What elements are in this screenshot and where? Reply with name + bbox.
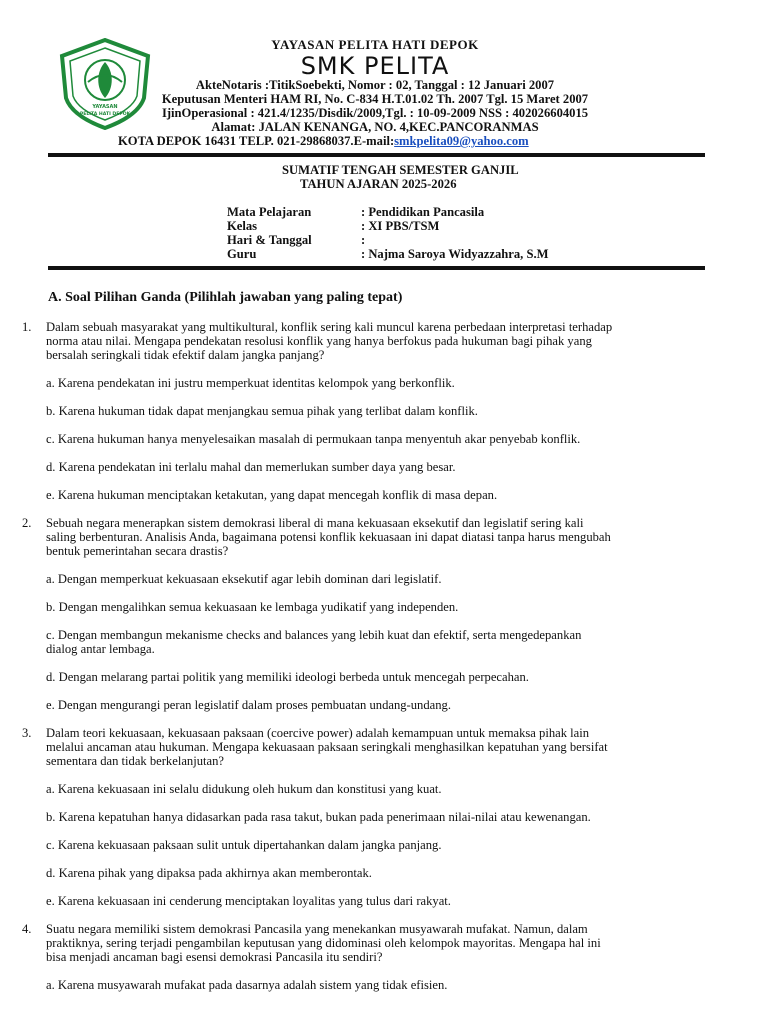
answer-option-line: e. Karena hukuman menciptakan ketakutan, yang dapat mencegah konflik di masa depan.: [46, 488, 498, 502]
operational-permit: IjinOperasional : 421.4/1235/Disdik/2009,Tgl. : 10-09-2009 NSS : 402026604015: [161, 106, 589, 120]
logo-text-top: YAYASAN: [92, 104, 118, 110]
question-text-line: bersalah seringkali tidak efektif dalam jangka panjang?: [46, 348, 325, 362]
answer-option[interactable]: [46, 866, 742, 880]
question-number: 3.: [22, 726, 32, 740]
question-text: [46, 922, 742, 964]
question-text-line: Suatu negara memiliki sistem demokrasi Pancasila yang menekankan musyawarah mufakat. Namun, dalam: [46, 922, 588, 936]
ministry-decree: Keputusan Menteri HAM RI, No. C-834 H.T.01.02 Th. 2007 Tgl. 15 Maret 2007: [161, 92, 589, 106]
info-value: : XI PBS/TSM: [361, 219, 440, 233]
info-row-teacher: [227, 247, 549, 261]
info-row-subject: [227, 205, 549, 219]
answer-option-line: e. Karena kekuasaan ini cenderung menciptakan loyalitas yang tulus dari rakyat.: [46, 894, 451, 908]
info-row-class: [227, 219, 549, 233]
city-phone-line: [118, 134, 529, 149]
answer-option[interactable]: [46, 404, 742, 418]
exam-year: TAHUN AJARAN 2025-2026: [300, 177, 457, 191]
question-1: [22, 320, 742, 502]
question-2: [22, 516, 742, 712]
question-text-line: Dalam teori kekuasaan, kekuasaan paksaan (coercive power) adalah kemampuan untuk memaksa pihak lain: [46, 726, 590, 740]
answer-option[interactable]: [46, 432, 742, 446]
answer-option-line: d. Karena pihak yang dipaksa pada akhirnya akan memberontak.: [46, 866, 372, 880]
city-phone-text: KOTA DEPOK 16431 TELP. 021-29868037.E-mail:: [118, 134, 395, 148]
answer-option-line: c. Karena hukuman hanya menyelesaikan masalah di permukaan tanpa menyentuh akar penyebab konflik.: [46, 432, 581, 446]
answer-option-line: dialog antar lembaga.: [46, 642, 155, 656]
info-label: Guru: [227, 247, 257, 261]
info-label: Mata Pelajaran: [227, 205, 312, 219]
exam-info: [227, 205, 549, 261]
info-row-date: [227, 233, 549, 247]
email-link[interactable]: smkpelita09@yahoo.com: [394, 134, 529, 148]
answer-option[interactable]: [46, 838, 742, 852]
question-text: [46, 516, 742, 558]
answer-option-line: b. Karena hukuman tidak dapat menjangkau semua pihak yang terlibat dalam konflik.: [46, 404, 478, 418]
answer-option-line: e. Dengan mengurangi peran legislatif dalam proses pembuatan undang-undang.: [46, 698, 451, 712]
answer-option-line: a. Dengan memperkuat kekuasaan eksekutif agar lebih dominan dari legislatif.: [46, 572, 442, 586]
question-text-line: praktiknya, sering terjadi pengambilan keputusan yang didominasi oleh kelompok mayoritas. Mengapa hal ini: [46, 936, 601, 950]
answer-option[interactable]: [46, 488, 742, 502]
question-text-line: Sebuah negara menerapkan sistem demokrasi liberal di mana kekuasaan eksekutif dan legislatif sering kali: [46, 516, 584, 530]
answer-option-line: d. Karena pendekatan ini terlalu mahal dan memerlukan sumber daya yang besar.: [46, 460, 456, 474]
school-shield-logo: [58, 38, 152, 130]
question-number: 4.: [22, 922, 32, 936]
logo-text-bottom: PELITA HATI DEPOK: [79, 112, 131, 117]
answer-option[interactable]: [46, 600, 742, 614]
info-value: : Pendidikan Pancasila: [361, 205, 485, 219]
header-divider: [48, 153, 705, 157]
question-text: [46, 320, 742, 362]
answer-option[interactable]: [46, 376, 742, 390]
answer-option[interactable]: [46, 572, 742, 586]
answer-option[interactable]: [46, 810, 742, 824]
address: Alamat: JALAN KENANGA, NO. 4,KEC.PANCORANMAS: [211, 120, 539, 134]
foundation-name: YAYASAN PELITA HATI DEPOK: [271, 37, 479, 52]
question-text-line: melalui ancaman atau hukuman. Mengapa kekuasaan paksaan seringkali menghasilkan kepatuhan yang bersifat: [46, 740, 608, 754]
answer-option-line: a. Karena kekuasaan ini selalu didukung oleh hukum dan konstitusi yang kuat.: [46, 782, 442, 796]
info-value: :: [361, 233, 366, 247]
answer-option[interactable]: [46, 628, 742, 656]
answer-option-line: b. Dengan mengalihkan semua kekuasaan ke lembaga yudikatif yang independen.: [46, 600, 459, 614]
answer-option-line: b. Karena kepatuhan hanya didasarkan pada rasa takut, bukan pada penerimaan nilai-nilai atau kewenangan.: [46, 810, 591, 824]
info-label: Kelas: [227, 219, 258, 233]
answer-option-line: c. Dengan membangun mekanisme checks and balances yang lebih kuat dan efektif, serta mengedepankan: [46, 628, 582, 642]
answer-option-line: d. Dengan melarang partai politik yang memiliki ideologi berbeda untuk mencegah perpecahan.: [46, 670, 529, 684]
question-text-line: Dalam sebuah masyarakat yang multikultural, konflik sering kali muncul karena perbedaan interpretasi terhadap: [46, 320, 613, 334]
answer-option[interactable]: [46, 978, 742, 992]
question-text-line: bentuk pemerintahan secara drastis?: [46, 544, 229, 558]
info-label: Hari & Tanggal: [227, 233, 312, 247]
answer-option[interactable]: [46, 670, 742, 684]
answer-option-line: a. Karena pendekatan ini justru memperkuat identitas kelompok yang berkonflik.: [46, 376, 455, 390]
exam-title: SUMATIF TENGAH SEMESTER GANJIL: [282, 163, 519, 177]
question-list: [22, 320, 742, 992]
question-text-line: saling berbenturan. Analisis Anda, bagaimana potensi konflik kekuasaan ini dapat diatasi tanpa harus mengubah: [46, 530, 611, 544]
question-3: [22, 726, 742, 908]
question-text-line: bisa menjadi ancaman bagi esensi demokrasi Pancasila itu sendiri?: [46, 950, 383, 964]
answer-option-line: c. Karena kekuasaan paksaan sulit untuk dipertahankan dalam jangka panjang.: [46, 838, 442, 852]
answer-option[interactable]: [46, 460, 742, 474]
school-name: SMK PELITA: [300, 52, 450, 80]
question-number: 2.: [22, 516, 32, 530]
question-text-line: norma atau nilai. Mengapa pendekatan resolusi konflik yang hanya berfokus pada hukuman bagi pihak yang: [46, 334, 592, 348]
question-text-line: sementara dan tidak berkelanjutan?: [46, 754, 224, 768]
answer-option-line: a. Karena musyawarah mufakat pada dasarnya adalah sistem yang tidak efisien.: [46, 978, 448, 992]
question-number: 1.: [22, 320, 32, 334]
section-title: A. Soal Pilihan Ganda (Pilihlah jawaban yang paling tepat): [48, 290, 403, 305]
question-4: [22, 922, 742, 992]
answer-option[interactable]: [46, 894, 742, 908]
info-value: : Najma Saroya Widyazzahra, S.M: [361, 247, 549, 261]
notary-deed: AkteNotaris :TitikSoebekti, Nomor : 02, Tanggal : 12 Januari 2007: [195, 78, 555, 92]
info-divider: [48, 266, 705, 270]
question-text: [46, 726, 742, 768]
answer-option[interactable]: [46, 698, 742, 712]
answer-option[interactable]: [46, 782, 742, 796]
